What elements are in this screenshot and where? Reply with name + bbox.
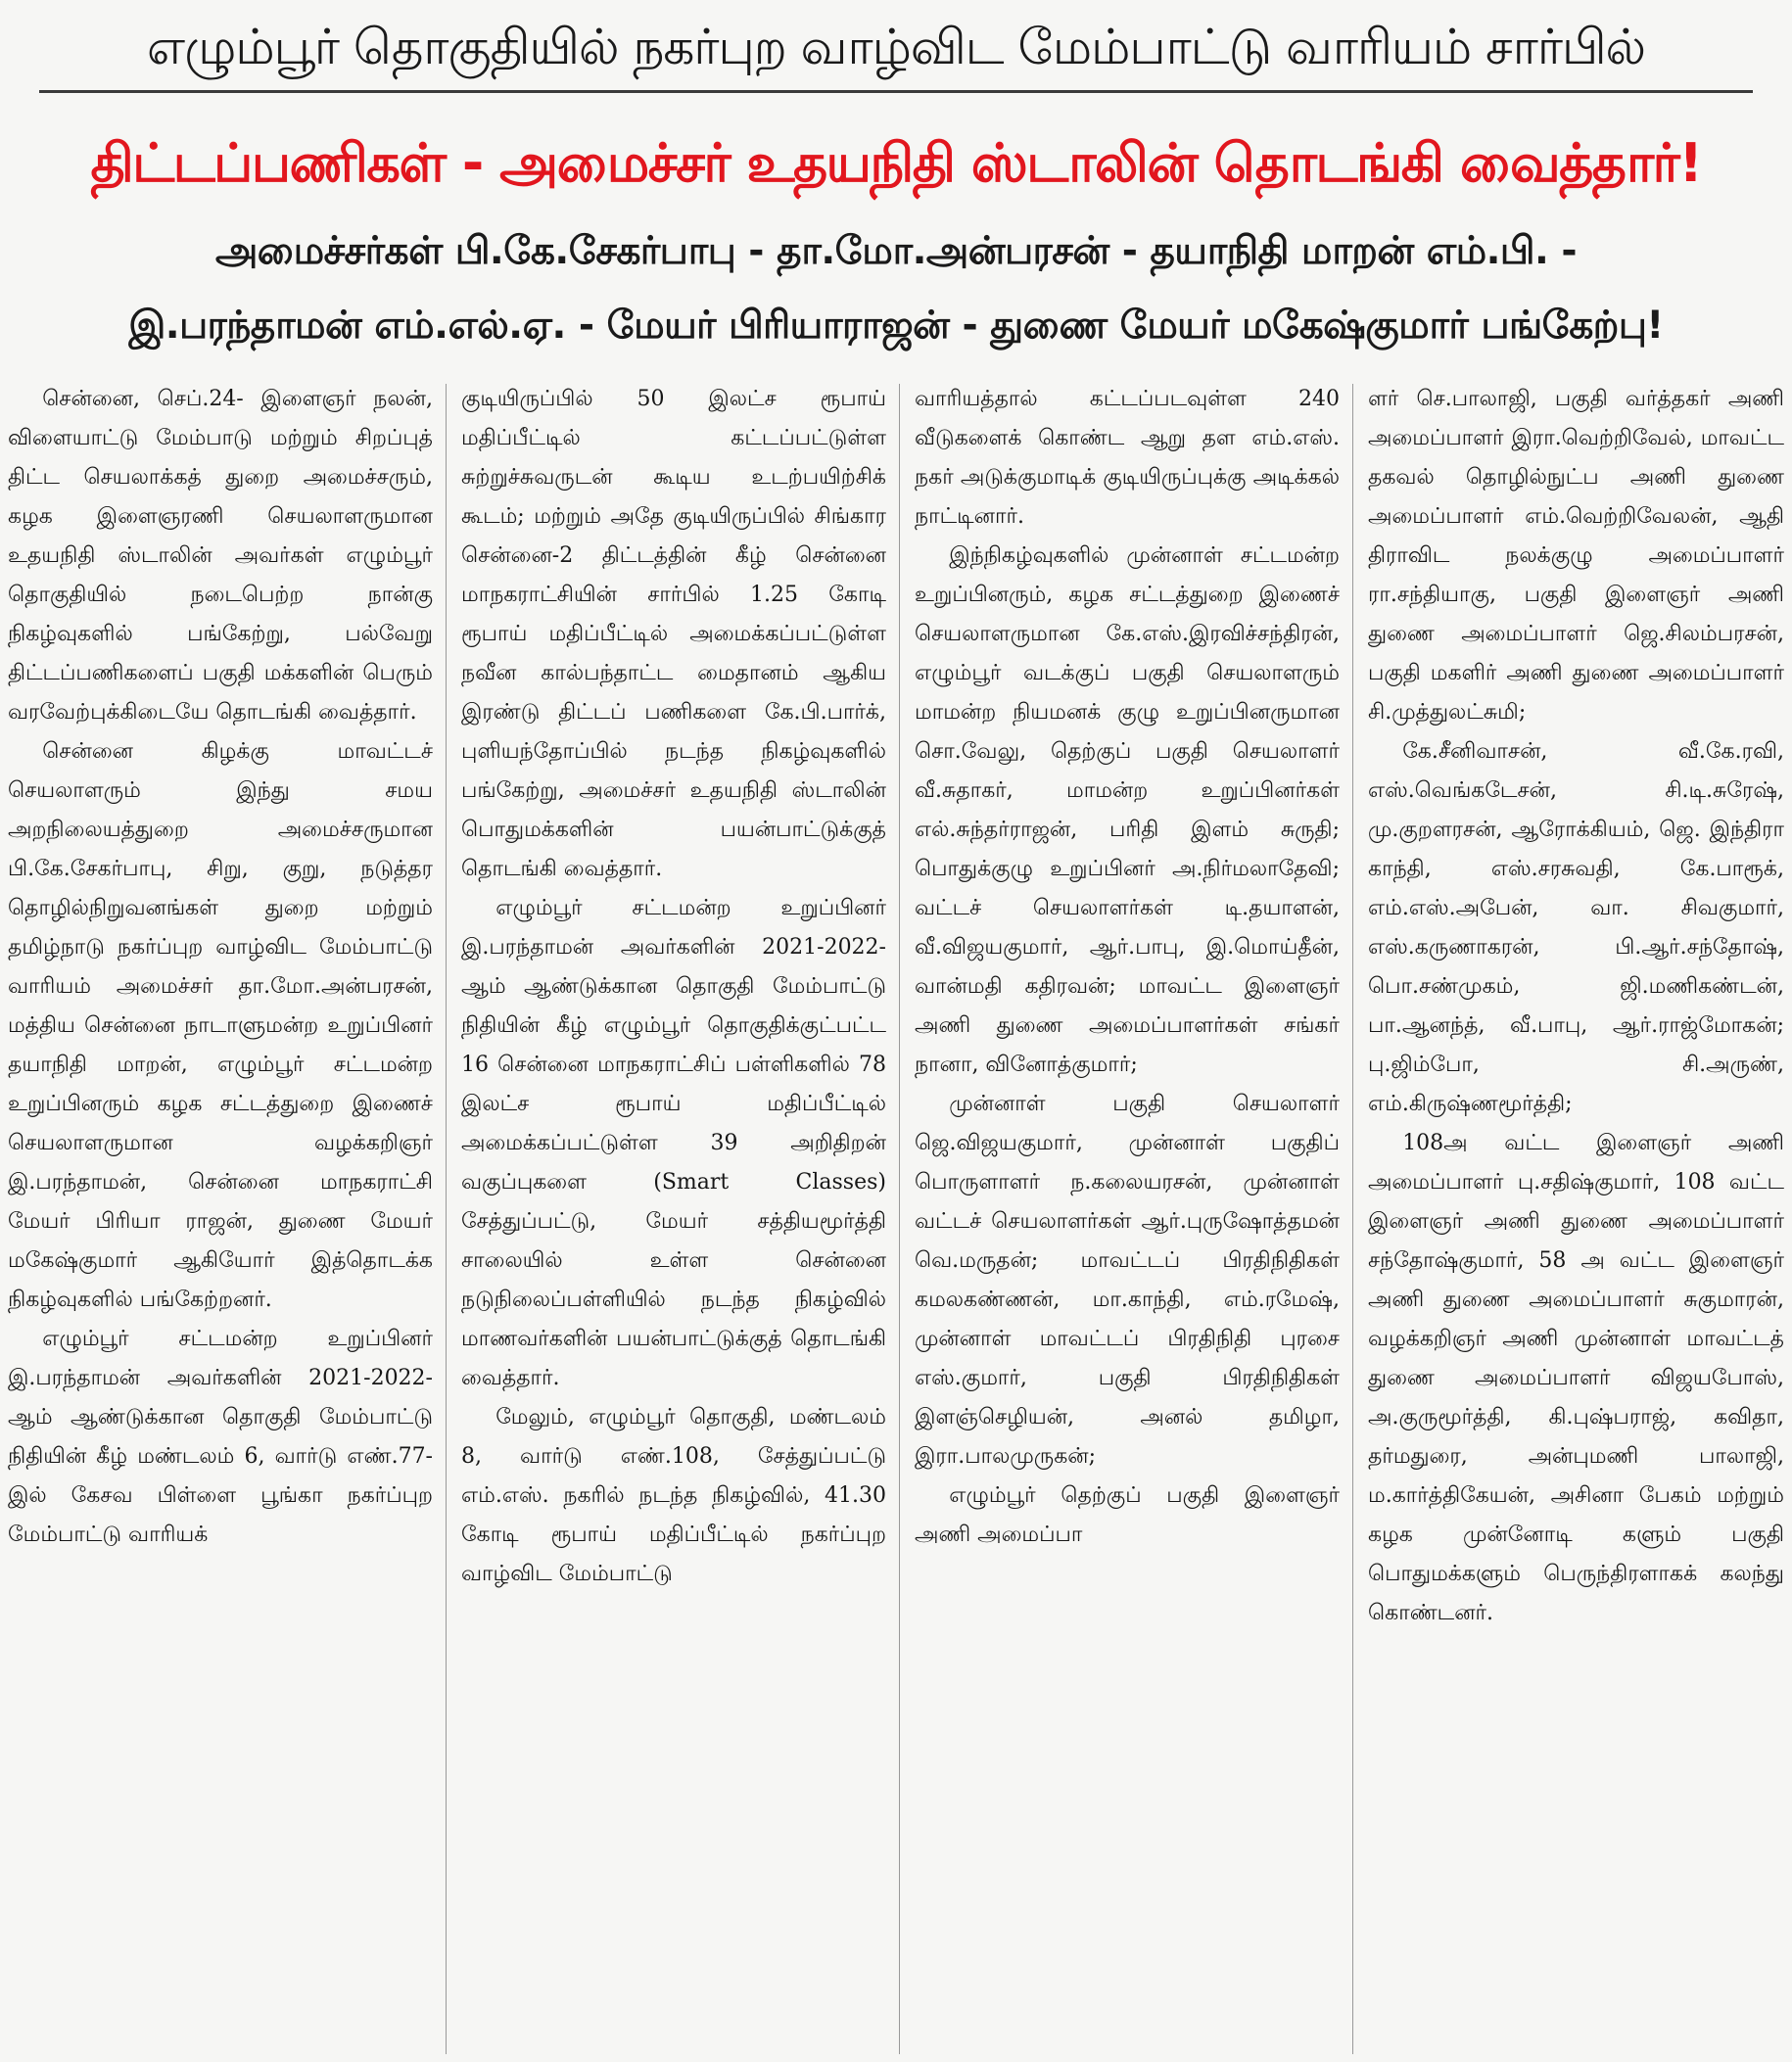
- paragraph: குடியிருப்பில் 50 இலட்ச ரூபாய் மதிப்பீட்டில் கட்டப்பட்டுள்ள சுற்றுச்சுவருடன் கூடிய உடற்பயிற்சிக் கூடம்; மற்றும் அதே குடியிருப்பில் சிங்கார சென்னை-2 திட்டத்தின் கீழ் சென்னை மாநகராட்சியின் சார்பில் 1.25 கோடி ரூபாய் மதிப்பீட்டில் அமைக்கப்பட்டுள்ள நவீன கால்பந்தாட்ட மைதானம் ஆகிய இரண்டு திட்டப் பணிகளை கே.பி.பார்க், புளியந்தோப்பில் நடந்த நிகழ்வுகளில் பங்கேற்று, அமைச்சர் உதயநிதி ஸ்டாலின் பொதுமக்களின் பயன்பாட்டுக்குத் தொடங்கி வைத்தார்.: [461, 387, 886, 881]
- paragraph: முன்னாள் பகுதி செயலாளர் ஜெ.விஜயகுமார், முன்னாள் பகுதிப் பொருளாளர் ந.கலையரசன், முன்னாள் வட்டச் செயலாளர்கள் ஆர்.புருஷோத்தமன் வெ.மருதன்; மாவட்டப் பிரதிநிதிகள் கமலகண்ணன், மா.காந்தி, எம்.ரமேஷ், முன்னாள் மாவட்டப் பிரதிநிதி புரசை எஸ்.குமார், பகுதி பிரதிநிதிகள் இளஞ்செழியன், அனல் தமிழா, இரா.பாலமுருகன்;: [915, 1092, 1340, 1469]
- kicker-line: எழும்பூர் தொகுதியில் நகர்புற வாழ்விட மேம்பாட்டு வாரியம் சார்பில்: [146, 19, 1646, 75]
- paragraph: 108அ வட்ட இளைஞர் அணி அமைப்பாளர் பு.சதிஷ்குமார், 108 வட்ட இளைஞர் அணி துணை அமைப்பாளர் சந்தோஷ்குமார், 58 அ வட்ட இளைஞர் அணி துணை அமைப்பாளர் சுகுமாரன், வழக்கறிஞர் அணி முன்னாள் மாவட்டத் துணை அமைப்பாளர் விஜயபோஸ், அ.குருமூர்த்தி, கி.புஷ்பராஜ், கவிதா, தர்மதுரை, அன்புமணி பாலாஜி, ம.கார்த்திகேயன், அசினா பேகம் மற்றும் கழக முன்னோடி களும் பகுதி பொதுமக்களும் பெருந்திரளாகக் கலந்து கொண்டனர்.: [1368, 1131, 1784, 1625]
- article-column-1: [8, 380, 433, 2056]
- paragraph: எழும்பூர் தெற்குப் பகுதி இளைஞர் அணி அமைப்பா: [915, 1483, 1340, 1547]
- paragraph: சென்னை, செப்.24- இளைஞர் நலன், விளையாட்டு மேம்பாடு மற்றும் சிறப்புத் திட்ட செயலாக்கத் துறை அமைச்சரும், கழக இளைஞரணி செயலாளருமான உதயநிதி ஸ்டாலின் அவர்கள் எழும்பூர் தொகுதியில் நடைபெற்ற நான்கு நிகழ்வுகளில் பங்கேற்று, பல்வேறு திட்டப்பணிகளைப் பகுதி மக்களின் பெரும் வரவேற்புக்கிடையே தொடங்கி வைத்தார்.: [8, 387, 433, 725]
- subhead-line-1: அமைச்சர்கள் பி.கே.சேகர்பாபு - தா.மோ.அன்பரசன் - தயாநிதி மாறன் எம்.பி. -: [214, 229, 1578, 273]
- paragraph: சென்னை கிழக்கு மாவட்டச் செயலாளரும் இந்து சமய அறநிலையத்துறை அமைச்சருமான பி.கே.சேகர்பாபு, சிறு, குறு, நடுத்தர தொழில்நிறுவனங்கள் துறை மற்றும் தமிழ்நாடு நகர்ப்புற வாழ்விட மேம்பாட்டு வாரியம் அமைச்சர் தா.மோ.அன்பரசன், மத்திய சென்னை நாடாளுமன்ற உறுப்பினர் தயாநிதி மாறன், எழும்பூர் சட்டமன்ற உறுப்பினரும் கழக சட்டத்துறை இணைச் செயலாளருமான வழக்கறிஞர் இ.பரந்தாமன், சென்னை மாநகராட்சி மேயர் பிரியா ராஜன், துணை மேயர் மகேஷ்குமார் ஆகியோர் இத்தொடக்க நிகழ்வுகளில் பங்கேற்றனர்.: [8, 739, 433, 1312]
- headline: திட்டப்பணிகள் - அமைச்சர் உதயநிதி ஸ்டாலின் தொடங்கி வைத்தார்!: [90, 132, 1702, 194]
- paragraph: எழும்பூர் சட்டமன்ற உறுப்பினர் இ.பரந்தாமன் அவர்களின் 2021-2022-ஆம் ஆண்டுக்கான தொகுதி மேம்பாட்டு நிதியின் கீழ் மண்டலம் 6, வார்டு எண்.77-இல் கேசவ பிள்ளை பூங்கா நகர்ப்புற மேம்பாட்டு வாரியக்: [8, 1327, 433, 1547]
- article-body: [8, 380, 1784, 2056]
- article-column-4: [1368, 380, 1784, 2056]
- article-column-3: [915, 380, 1340, 2056]
- subhead-line-2: இ.பரந்தாமன் எம்.எல்.ஏ. - மேயர் பிரியாராஜன் - துணை மேயர் மகேஷ்குமார் பங்கேற்பு!: [128, 304, 1664, 348]
- paragraph: இந்நிகழ்வுகளில் முன்னாள் சட்டமன்ற உறுப்பினரும், கழக சட்டத்துறை இணைச் செயலாளருமான கே.எஸ்.இரவிச்சந்திரன், எழும்பூர் வடக்குப் பகுதி செயலாளரும் மாமன்ற நியமனக் குழு உறுப்பினருமான சொ.வேலு, தெற்குப் பகுதி செயலாளர் வீ.சுதாகர், மாமன்ற உறுப்பினர்கள் எல்.சுந்தர்ராஜன், பரிதி இளம் சுருதி; பொதுக்குழு உறுப்பினர் அ.நிர்மலாதேவி; வட்டச் செயலாளர்கள் டி.தயாளன், வீ.விஜயகுமார், ஆர்.பாபு, இ.மொய்தீன், வான்மதி கதிரவன்; மாவட்ட இளைஞர் அணி துணை அமைப்பாளர்கள் சங்கர் நானா, வினோத்குமார்;: [915, 543, 1340, 1077]
- paragraph: மேலும், எழும்பூர் தொகுதி, மண்டலம் 8, வார்டு எண்.108, சேத்துப்பட்டு எம்.எஸ். நகரில் நடந்த நிகழ்வில், 41.30 கோடி ரூபாய் மதிப்பீட்டில் நகர்ப்புற வாழ்விட மேம்பாட்டு: [461, 1405, 886, 1586]
- paragraph: எழும்பூர் சட்டமன்ற உறுப்பினர் இ.பரந்தாமன் அவர்களின் 2021-2022-ஆம் ஆண்டுக்கான தொகுதி மேம்பாட்டு நிதியின் கீழ் எழும்பூர் தொகுதிக்குட்பட்ட 16 சென்னை மாநகராட்சிப் பள்ளிகளில் 78 இலட்ச ரூபாய் மதிப்பீட்டில் அமைக்கப்பட்டுள்ள 39 அறிதிறன் வகுப்புகளை (Smart Classes) சேத்துப்பட்டு, மேயர் சத்தியமூர்த்தி சாலையில் உள்ள சென்னை நடுநிலைப்பள்ளியில் நடந்த நிகழ்வில் மாணவர்களின் பயன்பாட்டுக்குத் தொடங்கி வைத்தார்.: [461, 896, 886, 1390]
- article-column-2: [461, 380, 886, 2056]
- kicker-divider: [39, 90, 1753, 93]
- paragraph: ளர் செ.பாலாஜி, பகுதி வர்த்தகர் அணி அமைப்பாளர் இரா.வெற்றிவேல், மாவட்ட தகவல் தொழில்நுட்ப அணி துணை அமைப்பாளர் எம்.வெற்றிவேலன், ஆதி திராவிட நலக்குழு அமைப்பாளர் ரா.சந்தியாகு, பகுதி இளைஞர் அணி துணை அமைப்பாளர் ஜெ.சிலம்பரசன், பகுதி மகளிர் அணி துணை அமைப்பாளர் சி.முத்துலட்சுமி;: [1368, 387, 1784, 725]
- paragraph: வாரியத்தால் கட்டப்படவுள்ள 240 வீடுகளைக் கொண்ட ஆறு தள எம்.எஸ். நகர் அடுக்குமாடிக் குடியிருப்புக்கு அடிக்கல் நாட்டினார்.: [915, 387, 1340, 529]
- paragraph: கே.சீனிவாசன், வீ.கே.ரவி, எஸ்.வெங்கடேசன், சி.டி.சுரேஷ், மு.குறளரசன், ஆரோக்கியம், ஜெ. இந்திரா காந்தி, எஸ்.சரசுவதி, கே.பாரூக், எம்.எஸ்.அபேன், வா. சிவகுமார், எஸ்.கருணாகரன், பி.ஆர்.சந்தோஷ், பொ.சண்முகம், ஜி.மணிகண்டன், பா.ஆனந்த், வீ.பாபு, ஆர்.ராஜ்மோகன்; பு.ஜிம்போ, சி.அருண், எம்.கிருஷ்ணமூர்த்தி;: [1368, 739, 1784, 1116]
